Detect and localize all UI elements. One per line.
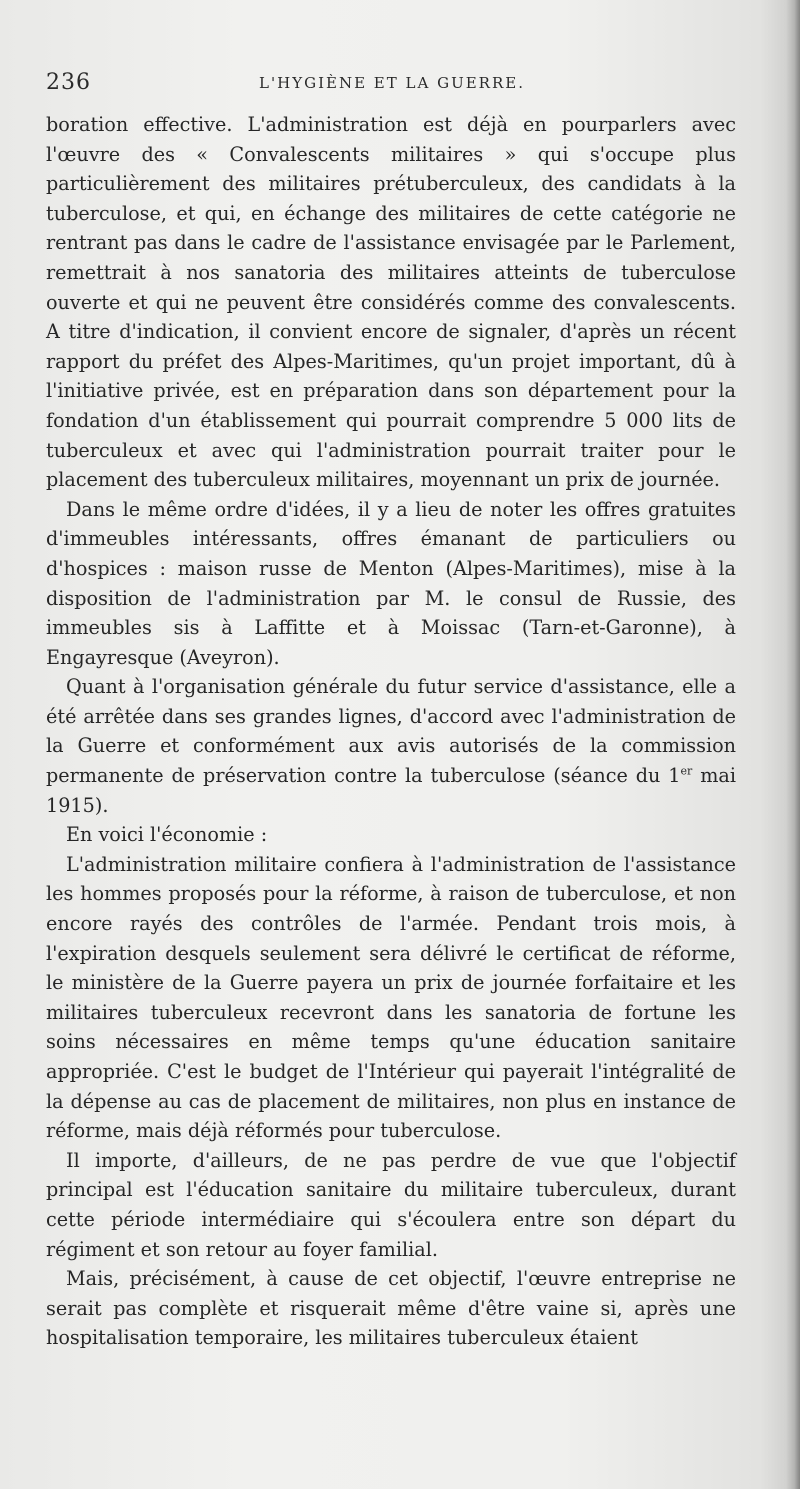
paragraph-3: [46, 672, 736, 820]
paragraph-4: En voici l'économie :: [66, 823, 268, 847]
paragraph-1: boration effective. L'administration est déjà en pourparlers avec l'œuvre des « Convalescents militaires » qui s'occupe plus particulièrement des militaires prétuberculeux, des candidats à la tuberculose, et qui, en échange des militaires de cette catégorie ne rentrant pas dans le cadre de l'assistance envisagée par le Parlement, remettrait à nos sanatoria des militaires atteints de tuberculose ouverte et qui ne peuvent être considérés comme des convalescents. A titre d'indication, il convient encore de signaler, d'après un récent rapport du préfet des Alpes-Maritimes, qu'un projet important, dû à l'initiative privée, est en préparation dans son département pour la fondation d'un établissement qui pourrait comprendre 5 000 lits de tuberculeux et avec qui l'administration pourrait traiter pour le placement des tuberculeux militaires, moyennant un prix de journée.: [46, 113, 736, 492]
running-title: L'HYGIÈNE ET LA GUERRE.: [259, 74, 525, 92]
ordinal-superscript: er: [680, 764, 693, 778]
paragraph-2: Dans le même ordre d'idées, il y a lieu de noter les offres gratuites d'immeubles intéressants, offres émanant de particuliers ou d'hospices : maison russe de Menton (Alpes-Maritimes), mise à la disposition de l'administration par M. le consul de Russie, des immeubles sis à Laffitte et à Moissac (Tarn-et-Garonne), à Engayresque (Aveyron).: [46, 497, 736, 669]
page-number: 236: [46, 70, 91, 95]
page-edge-shadow: [786, 0, 800, 1489]
body-text: [46, 110, 736, 1353]
paragraph-6: Il importe, d'ailleurs, de ne pas perdre de vue que l'objectif principal est l'éducation sanitaire du militaire tuberculeux, durant cette période intermédiaire qui s'écoulera entre son départ du régiment et son retour au foyer familial.: [46, 1148, 736, 1261]
paragraph-3-text: Quant à l'organisation générale du futur service d'assistance, elle a été arrêtée dans ses grandes lignes, d'accord avec l'administration de la Guerre et conformément aux avis autorisés de la commission permanente de préservation contre la tuberculose (séance du 1: [46, 675, 736, 788]
paragraph-7: Mais, précisément, à cause de cet objectif, l'œuvre entreprise ne serait pas complète et risquerait même d'être vaine si, après une hospitalisation temporaire, les militaires tuberculeux étaient: [46, 1267, 736, 1350]
page-header: [46, 70, 738, 102]
paragraph-3-tail: mai 1915).: [46, 764, 736, 817]
paragraph-5: L'administration militaire confiera à l'administration de l'assistance les hommes proposés pour la réforme, à raison de tuberculose, et non encore rayés des contrôles de l'armée. Pendant trois mois, à l'expiration desquels seulement sera délivré le certificat de réforme, le ministère de la Guerre payera un prix de journée forfaitaire et les militaires tuberculeux recevront dans les sanatoria de fortune les soins nécessaires en même temps qu'une éducation sanitaire appropriée. C'est le budget de l'Intérieur qui payerait l'intégralité de la dépense au cas de placement de militaires, non plus en instance de réforme, mais déjà réformés pour tuberculose.: [46, 852, 736, 1143]
